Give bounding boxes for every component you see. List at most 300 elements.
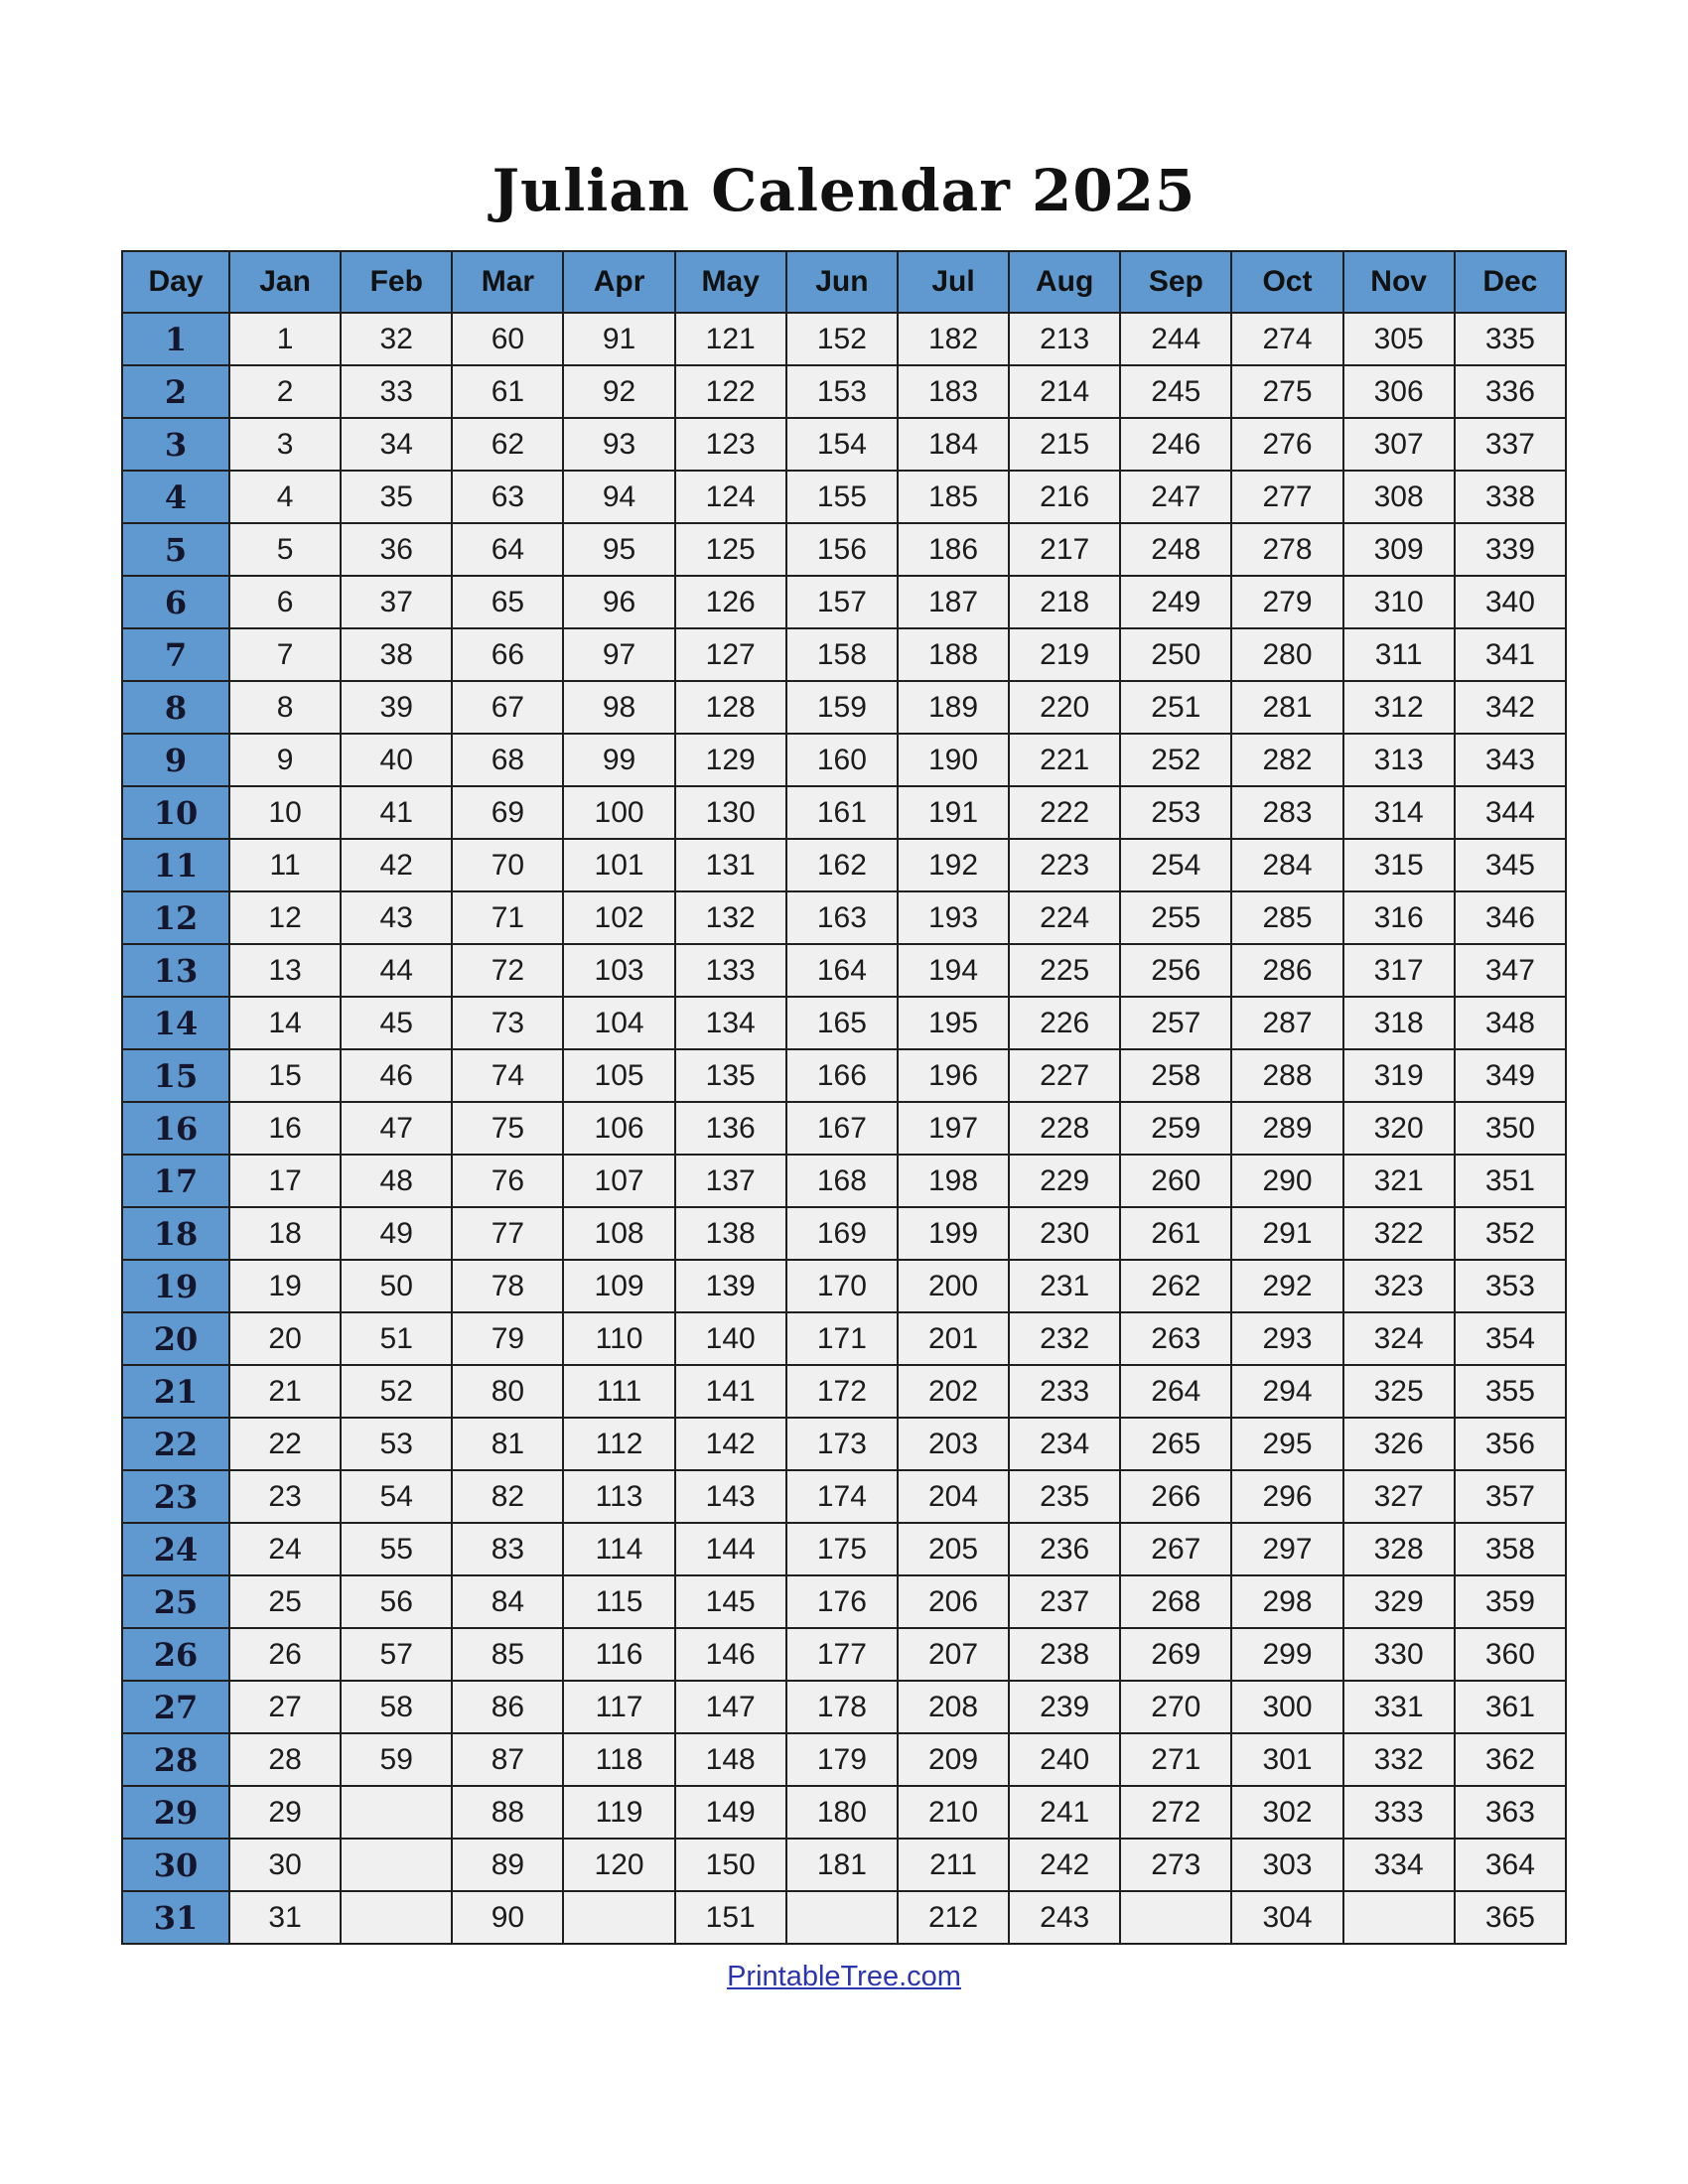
value-cell: 254: [1120, 839, 1231, 891]
value-cell: 6: [229, 576, 341, 628]
table-row: [122, 1049, 1566, 1102]
month-header-dec: Dec: [1455, 251, 1566, 313]
value-cell: 338: [1455, 471, 1566, 523]
value-cell: 189: [898, 681, 1009, 734]
value-cell: 37: [341, 576, 452, 628]
value-cell: 293: [1231, 1312, 1342, 1365]
value-cell: 192: [898, 839, 1009, 891]
value-cell: 178: [786, 1681, 898, 1733]
day-cell: 1: [122, 313, 229, 365]
value-cell: 248: [1120, 523, 1231, 576]
value-cell: 331: [1343, 1681, 1455, 1733]
month-header-jul: Jul: [898, 251, 1009, 313]
value-cell: 125: [675, 523, 786, 576]
value-cell: 90: [452, 1891, 563, 1944]
value-cell: 353: [1455, 1260, 1566, 1312]
value-cell: 122: [675, 365, 786, 418]
table-row: [122, 523, 1566, 576]
value-cell: 213: [1009, 313, 1120, 365]
value-cell: 206: [898, 1575, 1009, 1628]
value-cell: 291: [1231, 1207, 1342, 1260]
value-cell: 116: [563, 1628, 674, 1681]
value-cell: 140: [675, 1312, 786, 1365]
value-cell: 357: [1455, 1470, 1566, 1523]
value-cell: 208: [898, 1681, 1009, 1733]
table-row: [122, 1365, 1566, 1418]
value-cell: 258: [1120, 1049, 1231, 1102]
value-cell: 62: [452, 418, 563, 471]
value-cell: 303: [1231, 1839, 1342, 1891]
value-cell: 279: [1231, 576, 1342, 628]
value-cell: 217: [1009, 523, 1120, 576]
value-cell: 277: [1231, 471, 1342, 523]
value-cell: 43: [341, 891, 452, 944]
value-cell: 33: [341, 365, 452, 418]
value-cell: 149: [675, 1786, 786, 1839]
value-cell: 65: [452, 576, 563, 628]
day-cell: 14: [122, 997, 229, 1049]
value-cell: 66: [452, 628, 563, 681]
value-cell: 216: [1009, 471, 1120, 523]
value-cell: 322: [1343, 1207, 1455, 1260]
value-cell: 129: [675, 734, 786, 786]
value-cell: 27: [229, 1681, 341, 1733]
value-cell: 91: [563, 313, 674, 365]
value-cell: 336: [1455, 365, 1566, 418]
value-cell: 4: [229, 471, 341, 523]
day-cell: 16: [122, 1102, 229, 1155]
value-cell: 26: [229, 1628, 341, 1681]
value-cell: 347: [1455, 944, 1566, 997]
table-row: [122, 1312, 1566, 1365]
value-cell: 2: [229, 365, 341, 418]
value-cell: 337: [1455, 418, 1566, 471]
value-cell: 164: [786, 944, 898, 997]
value-cell: 147: [675, 1681, 786, 1733]
value-cell: 318: [1343, 997, 1455, 1049]
value-cell: 181: [786, 1839, 898, 1891]
value-cell: 77: [452, 1207, 563, 1260]
value-cell: 257: [1120, 997, 1231, 1049]
value-cell: 137: [675, 1155, 786, 1207]
value-cell: 72: [452, 944, 563, 997]
value-cell: 175: [786, 1523, 898, 1575]
value-cell: 7: [229, 628, 341, 681]
value-cell: 188: [898, 628, 1009, 681]
value-cell: 355: [1455, 1365, 1566, 1418]
value-cell: 249: [1120, 576, 1231, 628]
value-cell: 305: [1343, 313, 1455, 365]
value-cell: 32: [341, 313, 452, 365]
value-cell: 177: [786, 1628, 898, 1681]
value-cell: 222: [1009, 786, 1120, 839]
day-cell: 13: [122, 944, 229, 997]
value-cell: 196: [898, 1049, 1009, 1102]
month-header-nov: Nov: [1343, 251, 1455, 313]
value-cell: 121: [675, 313, 786, 365]
value-cell: 356: [1455, 1418, 1566, 1470]
table-row: [122, 1681, 1566, 1733]
value-cell: 152: [786, 313, 898, 365]
value-cell: 210: [898, 1786, 1009, 1839]
value-cell: 118: [563, 1733, 674, 1786]
value-cell: 23: [229, 1470, 341, 1523]
value-cell: 360: [1455, 1628, 1566, 1681]
month-header-jun: Jun: [786, 251, 898, 313]
value-cell: 48: [341, 1155, 452, 1207]
value-cell: 180: [786, 1786, 898, 1839]
day-cell: 3: [122, 418, 229, 471]
value-cell: 17: [229, 1155, 341, 1207]
day-cell: 30: [122, 1839, 229, 1891]
value-cell: 288: [1231, 1049, 1342, 1102]
value-cell: 115: [563, 1575, 674, 1628]
value-cell: 332: [1343, 1733, 1455, 1786]
value-cell: 5: [229, 523, 341, 576]
value-cell: 119: [563, 1786, 674, 1839]
value-cell: 50: [341, 1260, 452, 1312]
value-cell: 101: [563, 839, 674, 891]
value-cell: 84: [452, 1575, 563, 1628]
value-cell: 233: [1009, 1365, 1120, 1418]
value-cell: 212: [898, 1891, 1009, 1944]
value-cell: 300: [1231, 1681, 1342, 1733]
value-cell: 280: [1231, 628, 1342, 681]
value-cell: 197: [898, 1102, 1009, 1155]
day-cell: 7: [122, 628, 229, 681]
day-cell: 6: [122, 576, 229, 628]
value-cell: 123: [675, 418, 786, 471]
value-cell: 52: [341, 1365, 452, 1418]
value-cell: 71: [452, 891, 563, 944]
value-cell: 114: [563, 1523, 674, 1575]
value-cell: 60: [452, 313, 563, 365]
value-cell: 145: [675, 1575, 786, 1628]
value-cell: 328: [1343, 1523, 1455, 1575]
value-cell: 51: [341, 1312, 452, 1365]
value-cell: 167: [786, 1102, 898, 1155]
table-row: [122, 1523, 1566, 1575]
footer: [0, 1961, 1688, 1993]
value-cell: 234: [1009, 1418, 1120, 1470]
month-header-sep: Sep: [1120, 251, 1231, 313]
value-cell: 211: [898, 1839, 1009, 1891]
value-cell: 251: [1120, 681, 1231, 734]
value-cell: 330: [1343, 1628, 1455, 1681]
value-cell: 38: [341, 628, 452, 681]
value-cell: 79: [452, 1312, 563, 1365]
value-cell: 296: [1231, 1470, 1342, 1523]
month-header-feb: Feb: [341, 251, 452, 313]
value-cell: 275: [1231, 365, 1342, 418]
value-cell: 193: [898, 891, 1009, 944]
value-cell: 327: [1343, 1470, 1455, 1523]
value-cell: 103: [563, 944, 674, 997]
table-row: [122, 839, 1566, 891]
value-cell: 20: [229, 1312, 341, 1365]
value-cell: 299: [1231, 1628, 1342, 1681]
value-cell: 135: [675, 1049, 786, 1102]
value-cell: 97: [563, 628, 674, 681]
value-cell: 346: [1455, 891, 1566, 944]
value-cell: 225: [1009, 944, 1120, 997]
value-cell: 314: [1343, 786, 1455, 839]
value-cell: 237: [1009, 1575, 1120, 1628]
value-cell: 186: [898, 523, 1009, 576]
value-cell: 232: [1009, 1312, 1120, 1365]
value-cell: 100: [563, 786, 674, 839]
value-cell: 199: [898, 1207, 1009, 1260]
value-cell: 80: [452, 1365, 563, 1418]
value-cell: 264: [1120, 1365, 1231, 1418]
table-row: [122, 1260, 1566, 1312]
value-cell: 285: [1231, 891, 1342, 944]
value-cell: 157: [786, 576, 898, 628]
value-cell: [1120, 1891, 1231, 1944]
value-cell: 142: [675, 1418, 786, 1470]
value-cell: 352: [1455, 1207, 1566, 1260]
table-row: [122, 576, 1566, 628]
value-cell: 176: [786, 1575, 898, 1628]
table-row: [122, 471, 1566, 523]
value-cell: 349: [1455, 1049, 1566, 1102]
value-cell: 41: [341, 786, 452, 839]
value-cell: 132: [675, 891, 786, 944]
value-cell: 160: [786, 734, 898, 786]
value-cell: 14: [229, 997, 341, 1049]
value-cell: [341, 1891, 452, 1944]
value-cell: 42: [341, 839, 452, 891]
value-cell: 78: [452, 1260, 563, 1312]
day-cell: 8: [122, 681, 229, 734]
value-cell: 154: [786, 418, 898, 471]
value-cell: 362: [1455, 1733, 1566, 1786]
value-cell: 289: [1231, 1102, 1342, 1155]
value-cell: [1343, 1891, 1455, 1944]
value-cell: 69: [452, 786, 563, 839]
day-cell: 2: [122, 365, 229, 418]
value-cell: 190: [898, 734, 1009, 786]
value-cell: 163: [786, 891, 898, 944]
value-cell: 276: [1231, 418, 1342, 471]
value-cell: 344: [1455, 786, 1566, 839]
value-cell: 45: [341, 997, 452, 1049]
value-cell: 341: [1455, 628, 1566, 681]
value-cell: 81: [452, 1418, 563, 1470]
value-cell: 138: [675, 1207, 786, 1260]
printabletree-link[interactable]: PrintableTree.com: [727, 1961, 961, 1992]
value-cell: 229: [1009, 1155, 1120, 1207]
value-cell: 246: [1120, 418, 1231, 471]
month-header-apr: Apr: [563, 251, 674, 313]
value-cell: 230: [1009, 1207, 1120, 1260]
value-cell: 354: [1455, 1312, 1566, 1365]
table-row: [122, 1839, 1566, 1891]
value-cell: 153: [786, 365, 898, 418]
day-cell: 23: [122, 1470, 229, 1523]
value-cell: 284: [1231, 839, 1342, 891]
value-cell: 34: [341, 418, 452, 471]
value-cell: 16: [229, 1102, 341, 1155]
value-cell: 88: [452, 1786, 563, 1839]
value-cell: 35: [341, 471, 452, 523]
value-cell: 260: [1120, 1155, 1231, 1207]
value-cell: 96: [563, 576, 674, 628]
value-cell: 92: [563, 365, 674, 418]
table-body: [122, 313, 1566, 1944]
table-row: [122, 1102, 1566, 1155]
value-cell: 11: [229, 839, 341, 891]
value-cell: 324: [1343, 1312, 1455, 1365]
value-cell: 104: [563, 997, 674, 1049]
value-cell: 194: [898, 944, 1009, 997]
value-cell: 150: [675, 1839, 786, 1891]
value-cell: 335: [1455, 313, 1566, 365]
value-cell: 134: [675, 997, 786, 1049]
value-cell: 290: [1231, 1155, 1342, 1207]
value-cell: 245: [1120, 365, 1231, 418]
table-row: [122, 1418, 1566, 1470]
value-cell: 173: [786, 1418, 898, 1470]
value-cell: 55: [341, 1523, 452, 1575]
value-cell: 110: [563, 1312, 674, 1365]
value-cell: 343: [1455, 734, 1566, 786]
day-cell: 9: [122, 734, 229, 786]
value-cell: 286: [1231, 944, 1342, 997]
day-cell: 26: [122, 1628, 229, 1681]
value-cell: 320: [1343, 1102, 1455, 1155]
value-cell: 174: [786, 1470, 898, 1523]
value-cell: 306: [1343, 365, 1455, 418]
day-cell: 28: [122, 1733, 229, 1786]
value-cell: 185: [898, 471, 1009, 523]
value-cell: 61: [452, 365, 563, 418]
value-cell: 112: [563, 1418, 674, 1470]
value-cell: 24: [229, 1523, 341, 1575]
value-cell: 146: [675, 1628, 786, 1681]
value-cell: 102: [563, 891, 674, 944]
table-row: [122, 1155, 1566, 1207]
value-cell: 99: [563, 734, 674, 786]
table-row: [122, 1470, 1566, 1523]
value-cell: 141: [675, 1365, 786, 1418]
table-row: [122, 1207, 1566, 1260]
value-cell: 73: [452, 997, 563, 1049]
value-cell: 87: [452, 1733, 563, 1786]
value-cell: 29: [229, 1786, 341, 1839]
value-cell: 18: [229, 1207, 341, 1260]
month-header-oct: Oct: [1231, 251, 1342, 313]
value-cell: 316: [1343, 891, 1455, 944]
value-cell: 203: [898, 1418, 1009, 1470]
value-cell: 183: [898, 365, 1009, 418]
value-cell: 265: [1120, 1418, 1231, 1470]
value-cell: 252: [1120, 734, 1231, 786]
value-cell: 238: [1009, 1628, 1120, 1681]
value-cell: 10: [229, 786, 341, 839]
table-row: [122, 1891, 1566, 1944]
value-cell: 307: [1343, 418, 1455, 471]
value-cell: 261: [1120, 1207, 1231, 1260]
value-cell: 166: [786, 1049, 898, 1102]
value-cell: 224: [1009, 891, 1120, 944]
value-cell: 54: [341, 1470, 452, 1523]
value-cell: 15: [229, 1049, 341, 1102]
value-cell: 39: [341, 681, 452, 734]
value-cell: 226: [1009, 997, 1120, 1049]
value-cell: 126: [675, 576, 786, 628]
value-cell: 295: [1231, 1418, 1342, 1470]
value-cell: 200: [898, 1260, 1009, 1312]
value-cell: 272: [1120, 1786, 1231, 1839]
value-cell: 274: [1231, 313, 1342, 365]
value-cell: 231: [1009, 1260, 1120, 1312]
value-cell: 301: [1231, 1733, 1342, 1786]
value-cell: 218: [1009, 576, 1120, 628]
value-cell: 12: [229, 891, 341, 944]
table-row: [122, 997, 1566, 1049]
value-cell: 329: [1343, 1575, 1455, 1628]
value-cell: 319: [1343, 1049, 1455, 1102]
value-cell: 227: [1009, 1049, 1120, 1102]
value-cell: 334: [1343, 1839, 1455, 1891]
value-cell: 120: [563, 1839, 674, 1891]
value-cell: 310: [1343, 576, 1455, 628]
value-cell: 365: [1455, 1891, 1566, 1944]
value-cell: 161: [786, 786, 898, 839]
value-cell: 244: [1120, 313, 1231, 365]
julian-calendar-table: [121, 250, 1567, 1945]
value-cell: 259: [1120, 1102, 1231, 1155]
month-header-jan: Jan: [229, 251, 341, 313]
value-cell: 182: [898, 313, 1009, 365]
value-cell: 155: [786, 471, 898, 523]
value-cell: 130: [675, 786, 786, 839]
value-cell: 242: [1009, 1839, 1120, 1891]
day-cell: 22: [122, 1418, 229, 1470]
value-cell: 67: [452, 681, 563, 734]
day-cell: 11: [122, 839, 229, 891]
table-row: [122, 734, 1566, 786]
value-cell: 109: [563, 1260, 674, 1312]
value-cell: 282: [1231, 734, 1342, 786]
value-cell: 268: [1120, 1575, 1231, 1628]
value-cell: 76: [452, 1155, 563, 1207]
value-cell: 309: [1343, 523, 1455, 576]
table-row: [122, 786, 1566, 839]
value-cell: 250: [1120, 628, 1231, 681]
value-cell: 56: [341, 1575, 452, 1628]
value-cell: [786, 1891, 898, 1944]
value-cell: 136: [675, 1102, 786, 1155]
value-cell: 350: [1455, 1102, 1566, 1155]
value-cell: 49: [341, 1207, 452, 1260]
value-cell: 263: [1120, 1312, 1231, 1365]
value-cell: 209: [898, 1733, 1009, 1786]
value-cell: 240: [1009, 1733, 1120, 1786]
value-cell: 278: [1231, 523, 1342, 576]
day-cell: 5: [122, 523, 229, 576]
month-header-mar: Mar: [452, 251, 563, 313]
day-cell: 20: [122, 1312, 229, 1365]
value-cell: 297: [1231, 1523, 1342, 1575]
day-column-header: Day: [122, 251, 229, 313]
value-cell: 93: [563, 418, 674, 471]
value-cell: 171: [786, 1312, 898, 1365]
table-row: [122, 1733, 1566, 1786]
value-cell: 339: [1455, 523, 1566, 576]
table-row: [122, 681, 1566, 734]
